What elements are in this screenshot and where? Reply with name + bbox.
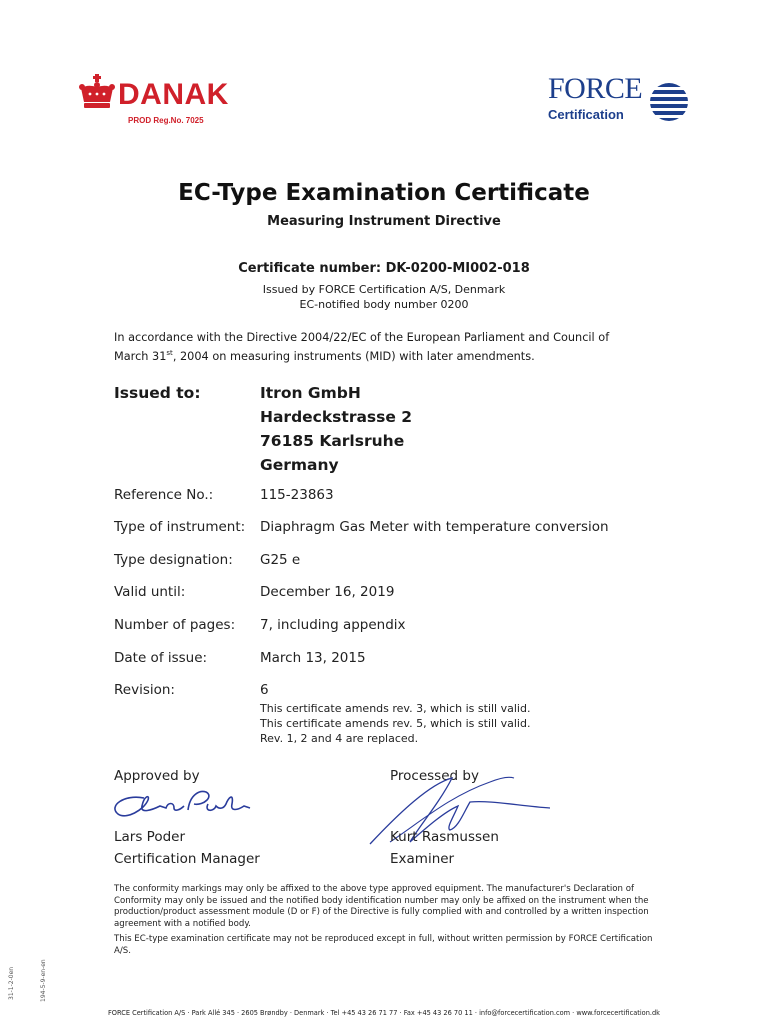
fine-print (114, 884, 654, 962)
side-code: 31-1-2-0en (8, 966, 15, 1000)
approver-signature (104, 784, 254, 824)
directive-intro (114, 331, 654, 364)
page-footer: FORCE Certification A/S · Park Allé 345 · 2605 Brøndby · Denmark · Tel +45 43 26 71 77 · Fax +45 43 26 70 11 · info@forcecertification.com · www.forcecertification.dk (107, 1009, 660, 1017)
revision-note: Rev. 1, 2 and 4 are replaced. (260, 732, 419, 745)
danak-wordmark: DANAK (118, 78, 229, 111)
approver-name: Lars Poder (114, 829, 186, 845)
revision-note: This certificate amends rev. 5, which is still valid. (260, 717, 531, 730)
approved-by-label: Approved by (114, 768, 200, 784)
company-name: Itron GmbH (260, 384, 361, 402)
force-stripes-icon (649, 80, 689, 124)
company-country: Germany (260, 456, 339, 474)
processed-by-label: Processed by (390, 768, 479, 784)
approver-role: Certification Manager (114, 851, 260, 867)
certificate-number: Certificate number: DK-0200-MI002-018 (238, 261, 530, 276)
issued-to-label: Issued to: (114, 384, 201, 402)
force-wordmark: FORCE (548, 72, 643, 105)
issue-date-label: Date of issue: (114, 650, 208, 666)
force-certification-label: Certification (548, 107, 624, 122)
instrument-type-value: Diaphragm Gas Meter with temperature conversion (260, 519, 609, 535)
notified-body: EC-notified body number 0200 (299, 298, 469, 311)
company-city: 76185 Karlsruhe (260, 432, 405, 450)
valid-until-label: Valid until: (114, 584, 186, 600)
reference-label: Reference No.: (114, 487, 214, 503)
danak-reg-number: PROD Reg.No. 7025 (128, 116, 204, 125)
examiner-role: Examiner (390, 851, 455, 867)
revision-value: 6 (260, 682, 269, 698)
type-designation-value: G25 e (260, 552, 301, 568)
danak-logo (78, 72, 238, 142)
intro-line-2: March 31st, 2004 on measuring instruments (MID) with later amendments. (114, 348, 535, 363)
examiner-name: Kurt Rasmussen (390, 829, 499, 845)
side-code: 194-5-9-en-en (40, 959, 47, 1002)
revision-note: This certificate amends rev. 3, which is still valid. (260, 702, 531, 715)
pages-value: 7, including appendix (260, 617, 406, 633)
intro-line-1: In accordance with the Directive 2004/22/EC of the European Parliament and Council of (114, 331, 610, 344)
issue-date-value: March 13, 2015 (260, 650, 366, 666)
pages-label: Number of pages: (114, 617, 236, 633)
instrument-type-label: Type of instrument: (114, 519, 246, 535)
valid-until-value: December 16, 2019 (260, 584, 395, 600)
issued-by: Issued by FORCE Certification A/S, Denmark (262, 283, 506, 296)
company-street: Hardeckstrasse 2 (260, 408, 413, 426)
certificate-subtitle: Measuring Instrument Directive (267, 214, 501, 229)
force-logo (548, 74, 698, 126)
reference-value: 115-23863 (260, 487, 334, 503)
type-designation-label: Type designation: (114, 552, 233, 568)
revision-label: Revision: (114, 682, 175, 698)
reproduction-notice: This EC-type examination certificate may not be reproduced except in full, without written permission by FORCE Certification A/S. (114, 934, 653, 956)
crown-icon (78, 74, 116, 112)
certificate-title: EC-Type Examination Certificate (178, 180, 590, 206)
conformity-notice: The conformity markings may only be affixed to the above type approved equipment. The manufacturer's Declaration of Conformity may only be issued and the notified body identification number may only be affixed on the instrument when the production/product assessment module (D or F) of the Directive is fully complied with and controlled by a written inspection agreement with a notified body. (114, 884, 649, 929)
